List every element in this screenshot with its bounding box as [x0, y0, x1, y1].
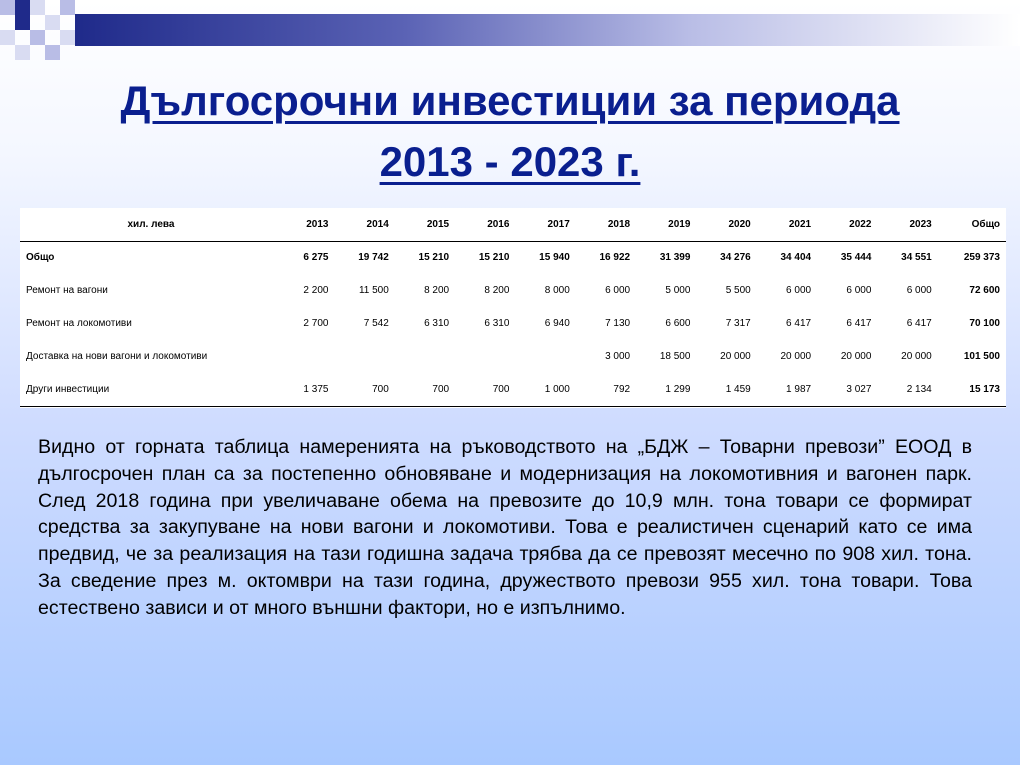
row-total: 15 173 — [969, 383, 1000, 395]
table-cell: 1 987 — [786, 383, 812, 395]
table-cell: 7 542 — [363, 318, 389, 329]
corner-square — [0, 30, 15, 45]
table-cell — [455, 340, 515, 373]
corner-square — [45, 15, 60, 30]
table-cell: 5 000 — [665, 285, 691, 296]
table-cell: 3 000 — [605, 351, 631, 362]
corner-square — [45, 45, 60, 60]
table-cell: 11 500 — [358, 285, 389, 296]
table-cell: 15 940 — [539, 252, 570, 264]
table-cell: 7 317 — [725, 318, 751, 329]
year-header: 2022 — [817, 208, 877, 241]
row-total: 101 500 — [963, 351, 1000, 362]
table-cell: 6 000 — [605, 285, 631, 296]
year-header: 2020 — [696, 208, 756, 241]
corner-square — [30, 30, 45, 45]
table-cell: 6 000 — [906, 285, 932, 296]
table-cell: 6 000 — [786, 285, 812, 296]
table-cell: 2 134 — [906, 383, 932, 395]
corner-square — [15, 15, 30, 30]
table-cell — [515, 340, 575, 373]
table-cell: 2 700 — [303, 318, 329, 329]
table-cell: 8 200 — [424, 285, 450, 296]
corner-square — [0, 0, 15, 15]
table-cell: 6 417 — [906, 318, 932, 329]
row-label: Ремонт на локомотиви — [26, 318, 132, 329]
year-header: 2013 — [282, 208, 334, 241]
table-cell: 18 500 — [659, 351, 691, 362]
table-cell: 34 551 — [901, 252, 932, 264]
description-paragraph: Видно от горната таблица намеренията на ръководството на „БДЖ – Товарни превози” ЕООД в дългосрочен план са за постепенно обновяване и модернизация на локомотивния и вагонен парк. След 2018 година при увеличаване обема на превозите до 10,9 млн. тона товари се формират средства за закупуване на нови вагони и локомотиви. Това е реалистичен сценарий като се има предвид, че за реализация на тази годишна задача трябва да се превозят месечно по 908 хил. тона. За сведение през м. октомври на тази година, дружеството превози 955 хил. тона товари. Това естествено зависи и от много външни фактори, но е изпълнимо. — [38, 436, 972, 619]
table-cell: 6 310 — [424, 318, 450, 329]
row-total: 259 373 — [963, 252, 1000, 264]
year-header: 2014 — [334, 208, 394, 241]
table-cell: 700 — [432, 383, 450, 395]
unit-header: хил. лева — [20, 208, 282, 241]
year-header: 2019 — [636, 208, 696, 241]
row-label: Други инвестиции — [26, 383, 110, 395]
table-cell: 7 130 — [605, 318, 631, 329]
corner-square — [60, 0, 75, 15]
year-header: 2016 — [455, 208, 515, 241]
table-cell — [282, 340, 334, 373]
table-cell: 6 940 — [544, 318, 570, 329]
table-cell: 34 276 — [720, 252, 751, 264]
table-cell: 792 — [613, 383, 631, 395]
table-cell: 700 — [492, 383, 510, 395]
header-gradient-bar — [75, 14, 1020, 46]
table-cell: 5 500 — [725, 285, 751, 296]
table-row — [20, 373, 1006, 406]
table-cell: 35 444 — [840, 252, 872, 264]
row-label: Доставка на нови вагони и локомотиви — [26, 351, 208, 362]
table-cell: 34 404 — [780, 252, 812, 264]
table-cell: 19 742 — [358, 252, 389, 264]
corner-square — [30, 0, 45, 15]
table-cell: 3 027 — [846, 383, 872, 395]
table-cell: 1 299 — [665, 383, 691, 395]
table-cell: 6 310 — [484, 318, 510, 329]
table-body — [20, 241, 1006, 406]
table-cell: 2 200 — [303, 285, 329, 296]
table-header-row — [20, 208, 1006, 241]
table-cell: 16 922 — [599, 252, 631, 264]
corner-square — [15, 45, 30, 60]
table-cell: 6 000 — [846, 285, 872, 296]
year-header: 2018 — [576, 208, 636, 241]
table-cell: 6 417 — [786, 318, 812, 329]
row-total: 70 100 — [969, 318, 1000, 329]
table-cell: 6 600 — [665, 318, 691, 329]
table-cell — [395, 340, 455, 373]
year-header: 2017 — [515, 208, 575, 241]
table-cell: 8 200 — [484, 285, 510, 296]
year-header: 2021 — [757, 208, 817, 241]
table-cell: 6 275 — [303, 252, 329, 264]
table-cell: 6 417 — [846, 318, 872, 329]
slide-title-line2: 2013 - 2023 г. — [379, 138, 641, 185]
table-row — [20, 241, 1006, 274]
year-header: 2023 — [877, 208, 937, 241]
table-row — [20, 274, 1006, 307]
row-label: Ремонт на вагони — [26, 285, 108, 296]
table-cell: 31 399 — [659, 252, 691, 264]
table-cell: 15 210 — [418, 252, 450, 264]
corner-square — [15, 0, 30, 15]
table-cell: 8 000 — [544, 285, 570, 296]
table-cell: 700 — [372, 383, 389, 395]
table-cell: 20 000 — [780, 351, 812, 362]
corner-square — [60, 30, 75, 45]
slide-title — [0, 70, 1020, 192]
row-label: Общо — [26, 252, 55, 264]
table-cell — [334, 340, 394, 373]
table-row — [20, 307, 1006, 340]
table-cell: 15 210 — [478, 252, 510, 264]
year-header: 2015 — [395, 208, 455, 241]
table-cell: 20 000 — [840, 351, 872, 362]
total-header: Общо — [938, 208, 1006, 241]
slide-title-line1: Дългосрочни инвестиции за периода — [120, 77, 900, 124]
table-cell: 20 000 — [720, 351, 751, 362]
investment-table — [20, 208, 1006, 407]
investment-table-panel — [20, 208, 1006, 408]
table-row — [20, 340, 1006, 373]
table-cell: 20 000 — [901, 351, 932, 362]
row-total: 72 600 — [969, 285, 1000, 296]
table-cell: 1 459 — [725, 383, 751, 395]
table-cell: 1 375 — [303, 383, 329, 395]
table-cell: 1 000 — [544, 383, 570, 395]
